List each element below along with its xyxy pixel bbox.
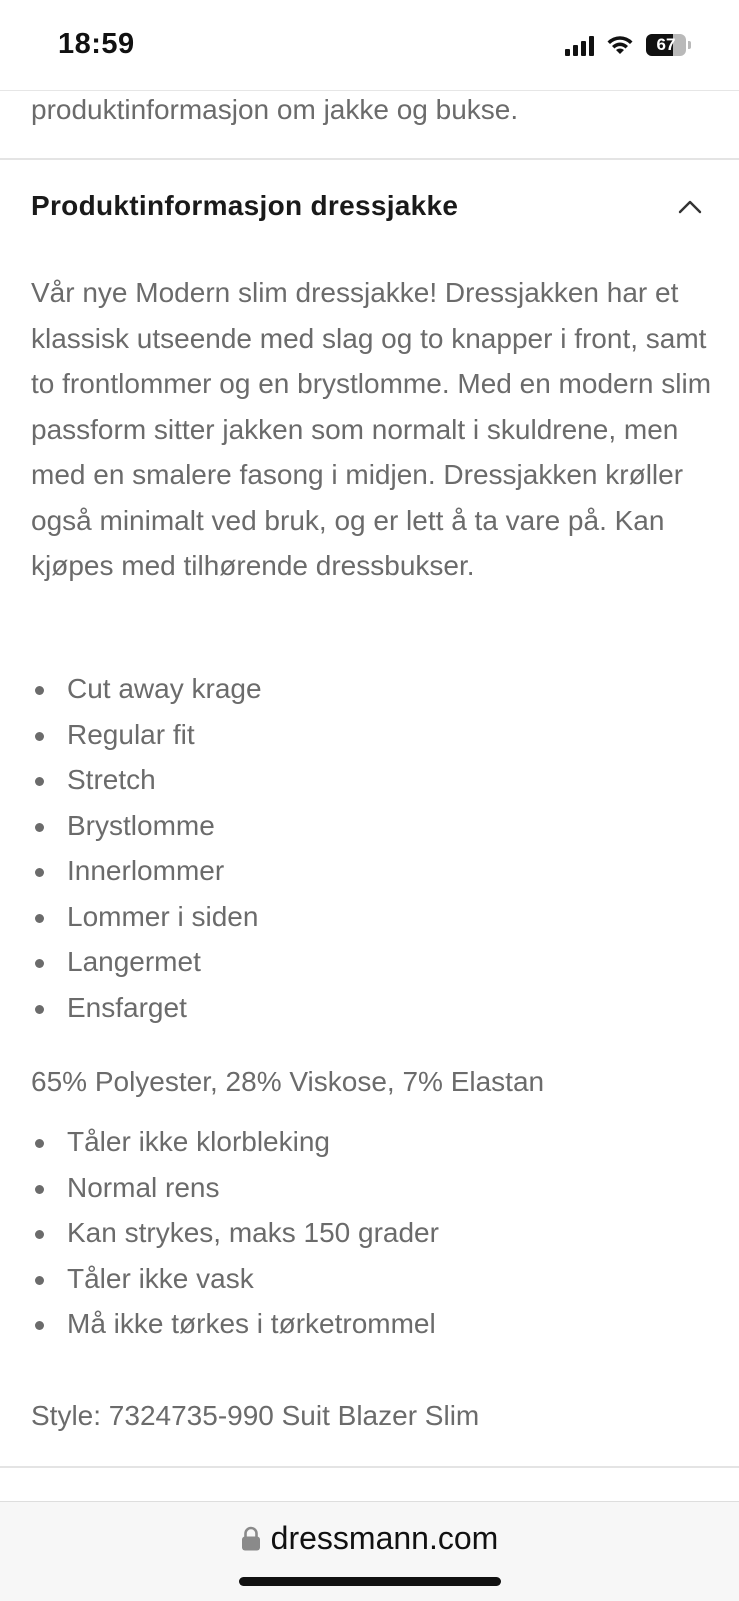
- browser-url-bar[interactable]: [0, 1501, 739, 1601]
- list-item: Lommer i siden: [31, 894, 711, 940]
- list-item: Cut away krage: [31, 666, 711, 712]
- lock-icon: [241, 1526, 261, 1552]
- section-divider: [0, 1466, 739, 1468]
- status-bar: [0, 0, 739, 91]
- care-list: [31, 1119, 711, 1347]
- chevron-up-icon[interactable]: [677, 194, 703, 220]
- battery-icon: [646, 34, 686, 56]
- style-number: Style: 7324735-990 Suit Blazer Slim: [31, 1400, 480, 1431]
- section-divider: [0, 158, 739, 160]
- accordion-header-dressjakke[interactable]: [0, 186, 739, 234]
- cellular-signal-icon: [565, 34, 594, 56]
- previous-section-text: produktinformasjon om jakke og bukse.: [31, 94, 519, 125]
- section-title: Produktinformasjon dressjakke: [31, 190, 459, 221]
- list-item: Kan strykes, maks 150 grader: [31, 1210, 711, 1256]
- list-item: Tåler ikke klorbleking: [31, 1119, 711, 1165]
- status-icons: [565, 34, 691, 56]
- battery-cap: [688, 41, 691, 49]
- url-text: dressmann.com: [270, 1520, 499, 1556]
- list-item: Må ikke tørkes i tørketrommel: [31, 1301, 711, 1347]
- list-item: Stretch: [31, 757, 711, 803]
- list-item: Regular fit: [31, 712, 711, 758]
- wifi-icon: [606, 34, 634, 56]
- list-item: Ensfarget: [31, 985, 711, 1031]
- url-display[interactable]: [0, 1520, 739, 1557]
- status-time: 18:59: [58, 28, 135, 60]
- list-item: Brystlomme: [31, 803, 711, 849]
- product-description: Vår nye Modern slim dressjakke! Dressjakken har et klassisk utseende med slag og to knapper i front, samt to frontlommer og en brystlomme. Med en modern slim passform sitter jakken som normalt i skuldrene, men med en smalere fasong i midjen. Dressjakken krøller også minimalt ved bruk, og er lett å ta vare på. Kan kjøpes med tilhørende dressbukser.: [31, 277, 712, 581]
- list-item: Normal rens: [31, 1165, 711, 1211]
- battery-level: 67: [656, 35, 676, 54]
- list-item: Innerlommer: [31, 848, 711, 894]
- material-composition: 65% Polyester, 28% Viskose, 7% Elastan: [31, 1066, 545, 1097]
- list-item: Langermet: [31, 939, 711, 985]
- list-item: Tåler ikke vask: [31, 1256, 711, 1302]
- feature-list: [31, 666, 711, 1030]
- home-indicator[interactable]: [239, 1577, 501, 1586]
